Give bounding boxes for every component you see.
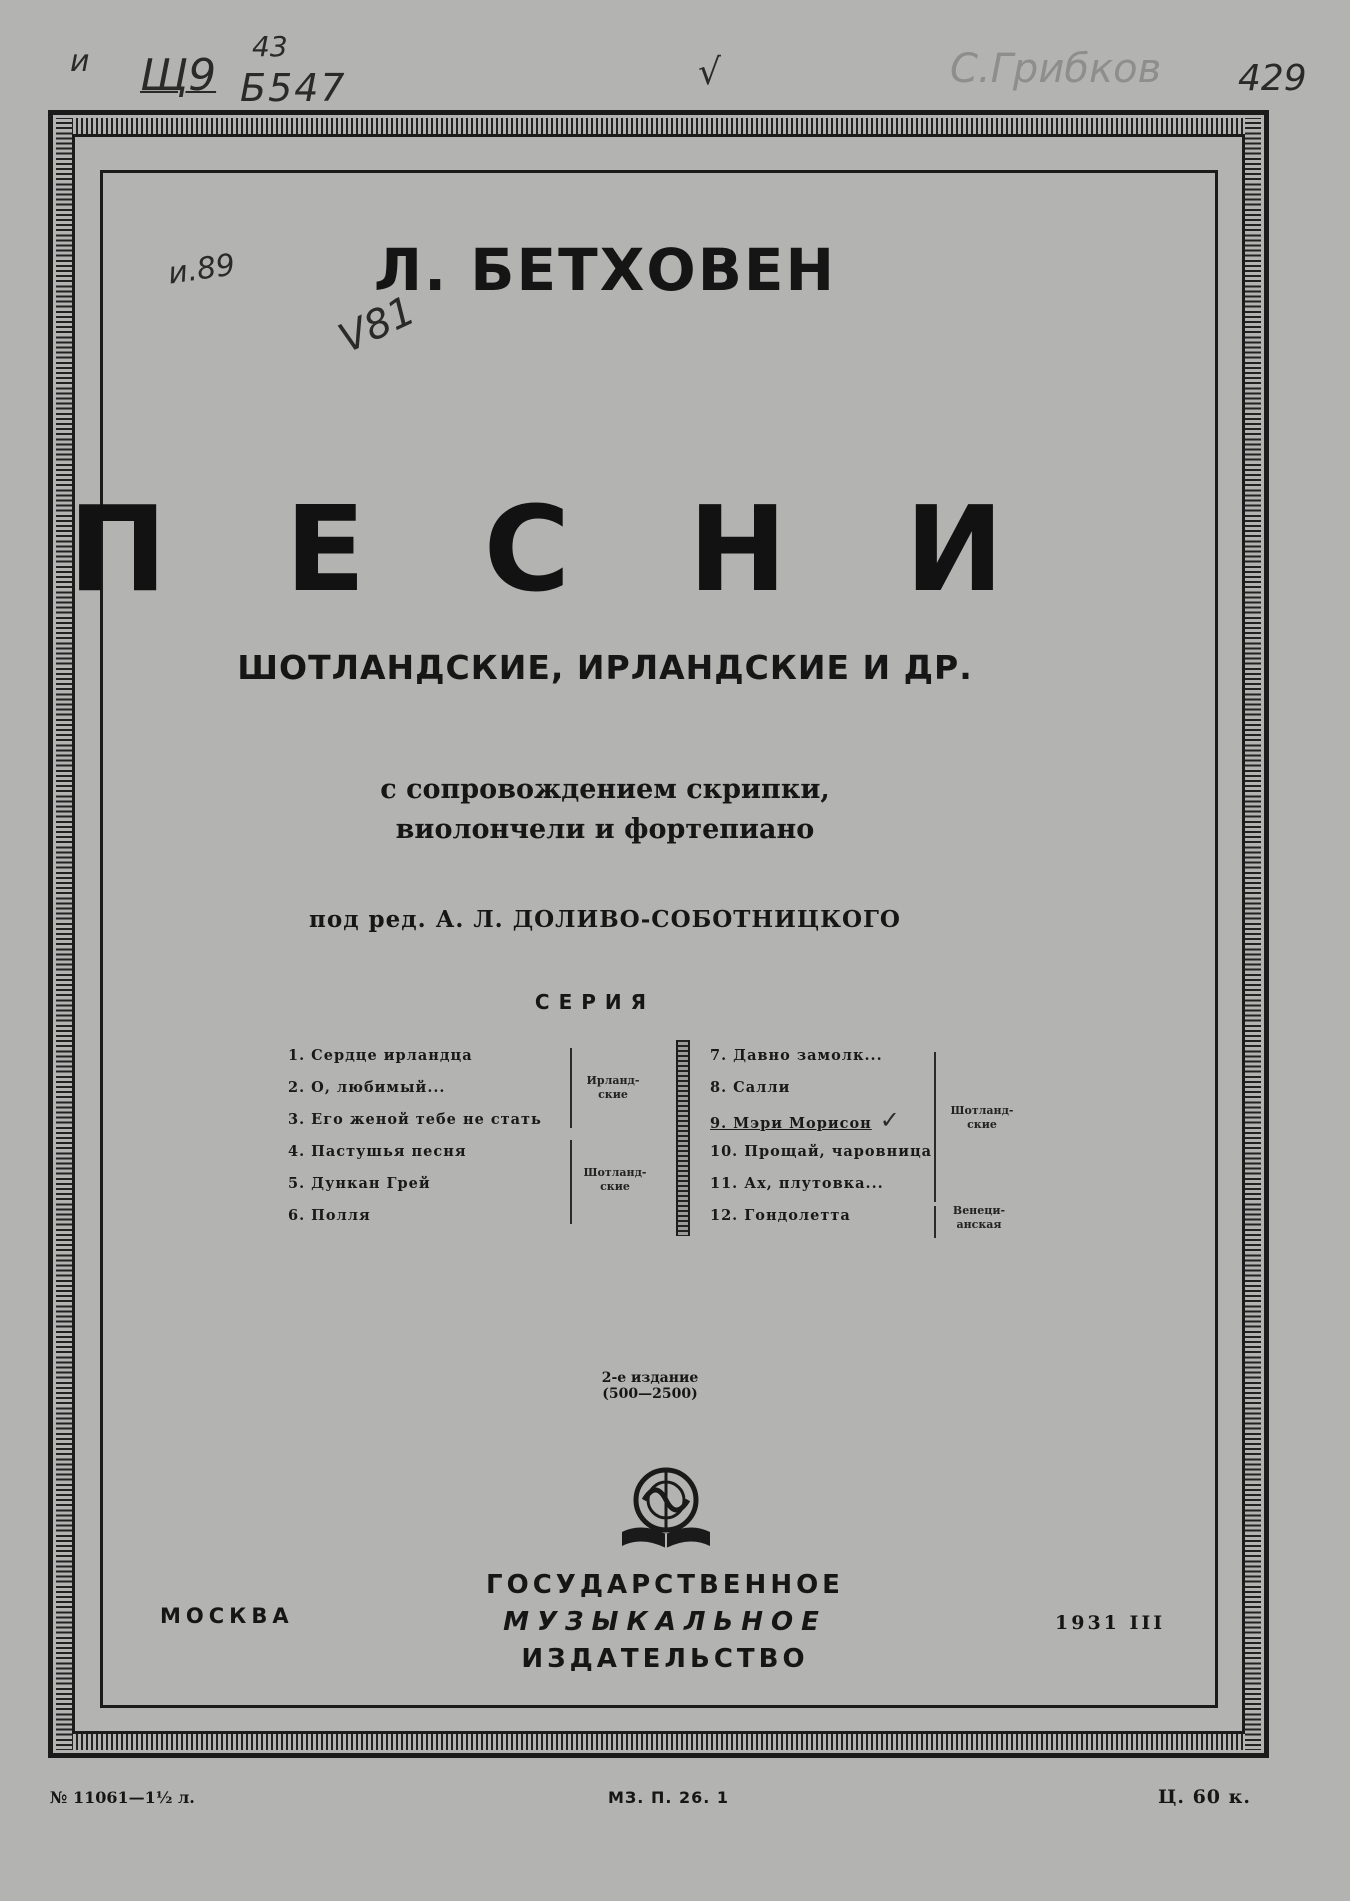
song-check-mark: ✓ (879, 1106, 901, 1134)
side-note: и.89 (165, 247, 238, 292)
group-label-irish-line1: Ирланд- (586, 1074, 640, 1087)
song-item: 7. Давно замолк... (710, 1047, 883, 1064)
check-mark-top: √ (698, 52, 721, 93)
song-item: 6. Полля (288, 1207, 371, 1224)
publisher-line-2: МУЗЫКАЛЬНОЕ (503, 1607, 827, 1637)
group-label-venetian-line1: Венеци- (952, 1204, 1006, 1217)
edition-line-1: 2-е издание (601, 1370, 699, 1386)
accompaniment-line-2: виолончели и фортепиано (395, 814, 815, 845)
shelf-top-number: 43 (252, 30, 288, 63)
song-item: 10. Прощай, чаровница (710, 1143, 933, 1160)
order-number: № 11061—1½ л. (50, 1788, 195, 1807)
faint-signature: С.Грибков (950, 46, 1162, 92)
publisher-line-1: ГОСУДАРСТВЕННОЕ (486, 1570, 844, 1600)
shelf-letter: и (70, 44, 90, 79)
catalog-number: МЗ. П. 26. 1 (608, 1788, 730, 1807)
group-label-irish (578, 1074, 648, 1102)
group-bracket-scottish-right (934, 1052, 936, 1202)
song-list-left (288, 1040, 568, 1232)
publication-year: 1931 III (1055, 1612, 1166, 1634)
publisher-line-3: ИЗДАТЕЛЬСТВО (521, 1644, 809, 1674)
side-code: V81 (331, 287, 423, 363)
song-item: 1. Сердце ирландца (288, 1047, 473, 1064)
column-divider (676, 1040, 690, 1236)
page-number: 429 (1238, 58, 1307, 99)
group-label-scottish-left-line2: ские (600, 1180, 630, 1193)
group-label-scottish-right-line1: Шотланд- (950, 1104, 1014, 1117)
muzgiz-logo-icon (614, 1460, 718, 1558)
composer-name: Л. БЕТХОВЕН (373, 236, 837, 304)
group-bracket-scottish-left (570, 1140, 572, 1224)
group-bracket-irish (570, 1048, 572, 1128)
song-item: 4. Пастушья песня (288, 1143, 467, 1160)
song-list-right (710, 1040, 940, 1232)
series-label: СЕРИЯ (534, 990, 656, 1014)
group-label-scottish-left-line1: Шотланд- (583, 1166, 647, 1179)
shelf-code: Щ9 (140, 50, 217, 101)
song-item-marked (710, 1104, 940, 1136)
group-label-venetian-line2: анская (956, 1218, 1002, 1231)
song-item: 2. О, любимый... (288, 1079, 446, 1096)
accompaniment-line-1: с сопровождением скрипки, (380, 774, 830, 805)
song-item: 12. Гондолетта (710, 1207, 851, 1224)
main-title: ПЕСНИ (68, 480, 1122, 618)
price: Ц. 60 к. (1158, 1786, 1251, 1808)
editor-line: под ред. А. Л. ДОЛИВО-СОБОТНИЦКОГО (309, 906, 901, 933)
shelf-number: Б547 (240, 66, 347, 110)
edition-info (580, 1370, 720, 1402)
group-label-scottish-right-line2: ские (967, 1118, 997, 1131)
publisher-logo (614, 1460, 718, 1558)
publication-city: МОСКВА (160, 1604, 294, 1628)
group-label-irish-line2: ские (598, 1088, 628, 1101)
song-item-marked-text: 9. Мэри Морисон (710, 1115, 872, 1132)
group-bracket-venetian (934, 1206, 936, 1238)
song-item: 5. Дункан Грей (288, 1175, 431, 1192)
subtitle: ШОТЛАНДСКИЕ, ИРЛАНДСКИЕ И ДР. (237, 648, 973, 687)
group-label-scottish-left (578, 1166, 652, 1194)
edition-line-2: (500—2500) (602, 1386, 698, 1402)
song-item: 3. Его женой тебе не стать (288, 1111, 542, 1128)
song-item: 11. Ах, плутовка... (710, 1175, 884, 1192)
group-label-venetian (944, 1204, 1014, 1232)
group-label-scottish-right (944, 1104, 1020, 1132)
song-item: 8. Салли (710, 1079, 791, 1096)
